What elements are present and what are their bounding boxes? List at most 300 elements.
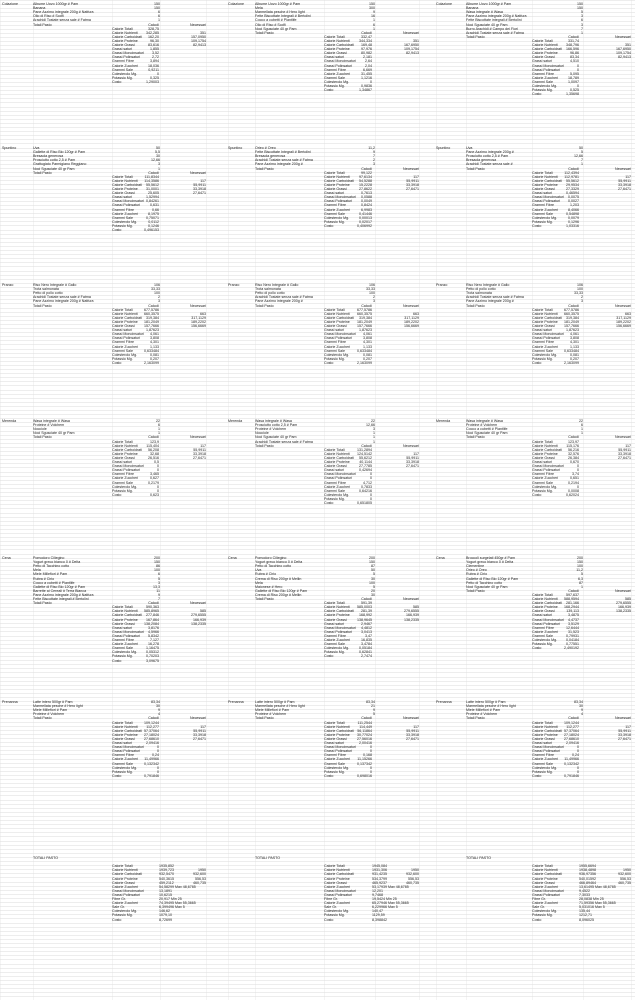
grid-row-line xyxy=(0,681,635,682)
nutrient-required: 109,1754 xyxy=(616,51,631,56)
meal-label: Colazione xyxy=(436,2,452,6)
totals-label: Totali Pasto xyxy=(255,303,274,308)
daily-total-name: Potassio Mg. xyxy=(532,913,553,918)
food-name: Pomodoro Ciliegino xyxy=(255,556,287,560)
food-name: Prosciutto cotto 2,5 # Pam xyxy=(33,158,76,163)
grid-row-line xyxy=(0,373,635,374)
food-quantity: 6 xyxy=(158,10,160,15)
nutrient-name: Costo xyxy=(324,654,334,659)
nutrient-required: 33,3918 xyxy=(618,182,631,187)
nutrient-name: Grassi saturi xyxy=(324,621,345,626)
food-name: Barrette ai Cereali # Terra Bianca xyxy=(33,588,87,593)
nutrient-value: 3,5129 xyxy=(568,621,579,626)
nutrient-name: Potassio Mg. xyxy=(324,769,345,774)
nutrient-name: Grammi Sale xyxy=(532,348,553,353)
daily-total-value: 13,1891 xyxy=(159,888,172,893)
nutrient-value: 344,334 xyxy=(359,38,372,43)
food-quantity: 33,33 xyxy=(574,291,583,296)
nutrient-name: Colesterolo Mg. xyxy=(324,765,350,770)
nutrient-name: Grammi Fibre xyxy=(324,67,346,72)
nutrient-value: 0,70203 xyxy=(146,654,159,659)
nutrient-value: 677,5786 xyxy=(564,307,579,312)
nutrient-name: Grammi Fibre xyxy=(112,340,134,345)
nutrient-required: 109,1754 xyxy=(404,47,419,52)
nutrient-value: 112,277 xyxy=(146,724,159,729)
grid-row-line xyxy=(0,800,635,801)
nutrient-required: 279,6555 xyxy=(191,613,206,618)
grid-row-line xyxy=(0,816,635,817)
header-calcoli: Calcoli xyxy=(568,435,579,440)
daily-total-value: 146,62 xyxy=(159,909,170,914)
nutrient-required: 189,2202 xyxy=(191,319,206,324)
nutrient-name: Colesterolo Mg. xyxy=(532,638,558,642)
food-name: Miele Millefiori # Pam xyxy=(255,708,290,713)
food-name: Uva xyxy=(255,568,262,573)
nutrient-name: Calorie Zuccheri xyxy=(112,757,139,762)
daily-totals-label: TOTALI PASTO xyxy=(255,856,281,860)
food-name: Yogurt greco bianco 0 # Delta xyxy=(255,560,303,565)
food-name: Fette Biscottate integrali # Bertolini xyxy=(33,597,89,601)
food-name: Wasa integrale # Wasa xyxy=(466,10,503,15)
food-name: Orieo # Oreo xyxy=(255,146,276,150)
food-quantity: 100 xyxy=(154,291,160,296)
grid-col-line xyxy=(583,0,584,1000)
nutrient-value: 281,39 xyxy=(361,609,372,614)
nutrient-value: 0,631 xyxy=(150,203,159,208)
nutrient-name: Calorie Carboidrati xyxy=(532,447,562,452)
nutrient-required: 55,9911 xyxy=(618,178,631,183)
food-name: Arachidi Tostate senza sale # Fatma xyxy=(255,158,313,163)
grid-row-line xyxy=(0,578,635,579)
totals-label: Totali Pasto xyxy=(466,303,485,308)
nutrient-name: Calorie Carboidrati xyxy=(324,315,354,320)
header-calcoli: Calcoli xyxy=(361,716,372,721)
nutrient-name: Calorie Nutrienti xyxy=(532,43,558,47)
daily-total-name: Fibre Gr. xyxy=(112,897,126,901)
nutrient-value: 0 xyxy=(370,476,372,481)
grid-row-line xyxy=(0,258,635,259)
nutrient-value: 3,47 xyxy=(365,633,372,638)
food-name: Grattugiato Parmigiano Reggiano xyxy=(33,162,87,167)
food-name: Nocciole xyxy=(33,427,47,432)
daily-total-value: 28,0838 Min 25 xyxy=(579,897,604,901)
grid-row-line xyxy=(0,168,635,169)
daily-total-value: 74,39495 Max 55,3665 xyxy=(159,901,196,906)
header-calcoli: Calcoli xyxy=(361,303,372,308)
food-name: Pane Azzimo integrale 200g # xyxy=(255,162,303,167)
nutrient-required: 55,9911 xyxy=(193,182,206,187)
nutrient-name: Calorie Grassi xyxy=(112,191,135,196)
nutrient-required: 55,9911 xyxy=(618,447,631,452)
nutrient-name: Calorie Carboidrati xyxy=(112,613,142,618)
nutrient-required: 33,3918 xyxy=(406,182,419,187)
grid-row-line xyxy=(0,271,635,272)
grid-row-line xyxy=(0,365,635,366)
food-quantity: 3 xyxy=(158,580,160,585)
grid-row-line xyxy=(0,545,635,546)
daily-total-value: 7,3033 xyxy=(579,892,590,897)
grid-row-line xyxy=(0,541,635,542)
grid-row-line xyxy=(0,783,635,784)
nutrient-value: 3,894 xyxy=(150,59,159,64)
nutrient-value: 0,496153 xyxy=(144,228,159,232)
food-name: Yogurt greco bianco 0 # Delta xyxy=(466,560,514,565)
food-quantity: 2 xyxy=(581,295,583,300)
grid-row-line xyxy=(0,115,635,116)
daily-total-name: Calorie Proteine xyxy=(532,876,558,881)
header-calcoli: Calcoli xyxy=(148,170,159,175)
nutrient-name: Grammi Sale xyxy=(112,646,133,651)
food-name: Latte intero 500gr # Pam xyxy=(33,700,73,704)
daily-total-value: 12,201 xyxy=(372,888,383,893)
food-name: Marmellata pesche # Hero light xyxy=(255,10,305,15)
nutrient-name: Calorie Totali xyxy=(324,307,345,312)
nutrient-value: 0,24 xyxy=(152,753,159,758)
food-quantity: 6 xyxy=(373,22,375,27)
grid-row-line xyxy=(0,935,635,936)
nutrient-name: Grassi Polinsaturi xyxy=(112,55,141,60)
nutrient-required: 27,6471 xyxy=(618,455,631,460)
nutrient-value: 96,30 xyxy=(150,38,159,43)
food-name: Rubra # Cirio xyxy=(255,572,277,577)
nutrient-value: 3,4784 xyxy=(361,642,372,647)
nutrient-name: Grammi Fibre xyxy=(532,472,554,477)
nutrient-name: Calorie Proteine xyxy=(532,732,558,737)
nutrient-name: Calorie Nutrienti xyxy=(112,443,138,448)
nutrient-value: 0,64216 xyxy=(359,488,372,493)
grid-row-line xyxy=(0,812,635,813)
grid-row-line xyxy=(0,238,635,239)
nutrient-name: Grammi Fibre xyxy=(532,340,554,345)
nutrient-name: Calorie Totali xyxy=(112,605,133,610)
daily-total-value: 465,9237 xyxy=(372,880,387,885)
nutrient-name: Calorie Zuccheri xyxy=(324,71,351,76)
header-calcoli: Calcoli xyxy=(568,588,579,593)
daily-total-name: Calorie Zuccheri xyxy=(112,884,139,889)
grid-row-line xyxy=(0,836,635,837)
nutrient-value: 660,3575 xyxy=(144,311,159,316)
daily-total-name: Potassio Mg. xyxy=(324,913,345,918)
nutrient-value: 0,41446 xyxy=(359,211,372,216)
nutrient-required: 33,3918 xyxy=(193,732,206,737)
nutrient-required: 585 xyxy=(413,605,419,610)
grid-row-line xyxy=(0,779,635,780)
food-quantity: 22 xyxy=(371,419,375,423)
grid-row-line xyxy=(0,689,635,690)
nutrient-required: 317,1129 xyxy=(616,315,631,320)
daily-total-name: Calorie Proteine xyxy=(324,876,350,881)
nutrient-name: Calorie Zuccheri xyxy=(532,476,559,481)
nutrient-name: Colesterolo Mg. xyxy=(324,646,350,651)
nutrient-name: Grassi Polinsaturi xyxy=(532,67,561,72)
nutrient-name: Calorie Proteine xyxy=(112,732,138,737)
daily-total-name: Costo xyxy=(324,917,334,922)
grid-row-line xyxy=(0,853,635,854)
nutrient-value: 0,670 xyxy=(570,460,579,464)
nutrient-required: 27,6471 xyxy=(618,736,631,741)
food-quantity: 5 xyxy=(581,572,583,577)
header-necessari: Necessari xyxy=(403,597,419,601)
nutrient-value: 0 xyxy=(370,745,372,750)
nutrient-value: 332,47 xyxy=(361,34,372,39)
grid-row-line xyxy=(0,123,635,124)
header-calcoli: Calcoli xyxy=(148,601,159,606)
nutrient-name: Calorie Carboidrati xyxy=(112,182,142,187)
nutrient-value: 0 xyxy=(577,765,579,770)
nutrient-name: Grassi saturi xyxy=(112,328,133,333)
nutrient-required: 33,3918 xyxy=(406,732,419,737)
nutrient-name: Potassio Mg. xyxy=(324,650,345,655)
grid-row-line xyxy=(0,139,635,140)
meal-label: Prenanna xyxy=(2,700,18,704)
grid-row-line xyxy=(0,287,635,288)
nutrient-value: 168,992 xyxy=(359,613,372,618)
nutrient-value: 56,208 xyxy=(148,447,159,452)
nutrient-value: 3,52 xyxy=(152,51,159,56)
nutrient-name: Grassi Monoinsaturi xyxy=(112,332,144,337)
food-name: Proteine # Volchem xyxy=(466,712,498,717)
food-quantity: 7 xyxy=(581,158,583,163)
nutrient-name: Grassi saturi xyxy=(112,741,133,745)
totals-label: Totali Pasto xyxy=(466,716,485,721)
nutrient-value: 0,698016 xyxy=(357,773,372,778)
food-quantity: 100 xyxy=(154,568,160,573)
nutrient-value: 7,127 xyxy=(150,638,159,642)
meal-label: Prenanna xyxy=(436,700,452,704)
daily-total-value: 936,97356 xyxy=(579,872,596,877)
grid-row-line xyxy=(0,861,635,862)
header-necessari: Necessari xyxy=(615,716,631,721)
nutrient-name: Costo xyxy=(532,646,542,651)
nutrient-name: Calorie Carboidrati xyxy=(324,728,354,733)
nutrient-name: Calorie Grassi xyxy=(324,736,347,741)
nutrient-value: 114,3586 xyxy=(144,178,159,183)
nutrient-name: Calorie Proteine xyxy=(532,182,558,187)
nutrient-value: 1,29003 xyxy=(146,79,159,84)
nutrient-value: 0 xyxy=(577,468,579,473)
nutrient-name: Grassi Polinsaturi xyxy=(324,476,353,481)
nutrient-name: Calorie Totali xyxy=(532,439,553,444)
totals-label: Totali Pasto xyxy=(33,303,52,308)
food-name: Noci Sgusciate 40 gr Pam xyxy=(33,166,75,171)
nutrient-name: Calorie Carboidrati xyxy=(532,315,562,320)
daily-total-value: 10,6215 xyxy=(159,892,172,897)
nutrient-required: 55,9911 xyxy=(406,178,419,183)
nutrient-name: Colesterolo Mg. xyxy=(324,79,350,84)
grid-row-line xyxy=(0,414,635,415)
header-necessari: Necessari xyxy=(403,30,419,35)
daily-total-value: 8,398842 xyxy=(372,917,387,922)
food-name: Riso Nero Integrale # Gallo xyxy=(255,283,299,287)
nutrient-name: Calorie Carboidrati xyxy=(324,43,354,47)
nutrient-name: Calorie Nutrienti xyxy=(324,38,350,43)
nutrient-name: Calorie Zuccheri xyxy=(112,642,139,647)
nutrient-name: Calorie Carboidrati xyxy=(532,601,562,606)
nutrient-name: Grassi Monoinsaturi xyxy=(112,51,144,56)
food-quantity: 150 xyxy=(154,6,160,11)
nutrient-name: Grammi Sale xyxy=(112,761,133,766)
nutrient-name: Grassi Polinsaturi xyxy=(324,199,353,204)
nutrient-name: Grammi Fibre xyxy=(324,480,346,485)
nutrient-name: Calorie Nutrienti xyxy=(324,605,350,610)
nutrient-name: Grammi Sale xyxy=(324,211,345,216)
nutrient-value: 55,5612 xyxy=(146,182,159,187)
nutrient-name: Calorie Carboidrati xyxy=(112,447,142,452)
food-quantity: 200 xyxy=(154,556,160,560)
nutrient-required: 27,6471 xyxy=(193,455,206,460)
daily-total-value: 140,47 xyxy=(372,909,383,914)
nutrient-required: 27,6471 xyxy=(193,736,206,741)
daily-total-value: 20,917 Min 25 xyxy=(159,897,182,901)
grid-row-line xyxy=(0,672,635,673)
daily-total-name: Costo xyxy=(532,917,542,922)
daily-total-name: Calorie Grassi xyxy=(532,880,555,885)
nutrient-name: Potassio Mg. xyxy=(532,769,553,774)
nutrient-value: 0,62841 xyxy=(359,650,372,655)
grid-row-line xyxy=(0,16,635,17)
nutrient-name: Calorie Totali xyxy=(324,170,345,175)
food-name: Pane Azzimo integrale 200g # xyxy=(255,299,303,304)
nutrient-value: 115,176 xyxy=(566,443,579,448)
nutrient-name: Calorie Nutrienti xyxy=(112,724,138,729)
daily-total-value: 1079,10 xyxy=(159,913,172,918)
nutrient-value: 0 xyxy=(370,769,372,774)
header-necessari: Necessari xyxy=(615,34,631,39)
nutrient-name: Potassio Mg. xyxy=(324,84,345,88)
nutrient-name: Grassi saturi xyxy=(532,613,553,618)
nutrient-required: 117 xyxy=(200,443,206,448)
nutrient-name: Calorie Zuccheri xyxy=(112,344,139,349)
nutrient-required: 33,3918 xyxy=(193,451,206,456)
food-name: Banana xyxy=(33,6,46,11)
nutrient-name: Calorie Proteine xyxy=(112,451,138,456)
food-quantity: 9 xyxy=(158,708,160,713)
daily-total-name: Calorie Nutrienti xyxy=(324,868,350,873)
grid-col-line xyxy=(228,0,229,1000)
header-necessari: Necessari xyxy=(615,588,631,593)
grid-row-line xyxy=(0,102,635,103)
food-quantity: 1 xyxy=(158,166,160,171)
header-necessari: Necessari xyxy=(190,601,206,606)
nutrient-name: Grassi Monoinsaturi xyxy=(324,195,356,200)
nutrient-value: 2,09416 xyxy=(146,741,159,745)
nutrient-value: 0 xyxy=(577,484,579,489)
grid-row-line xyxy=(0,8,635,9)
food-name: Uva xyxy=(466,146,473,150)
food-name: Cocco a cubetti # Plantlife xyxy=(255,18,297,23)
nutrient-name: Calorie Nutrienti xyxy=(112,609,138,614)
food-name: Petto di pollo cotto xyxy=(255,291,285,296)
food-quantity: 3 xyxy=(158,299,160,304)
daily-total-value: 54,58299 Max 48,6785 xyxy=(159,884,196,889)
grid-col-line xyxy=(532,0,533,1000)
nutrient-value: 2,00416 xyxy=(359,741,372,745)
nutrient-value: 114,449 xyxy=(359,724,372,729)
food-name: Arachidi Tostate senza sale # Fatma xyxy=(466,30,524,35)
nutrient-value: 0,633484 xyxy=(564,348,579,353)
nutrient-name: Grassi saturi xyxy=(324,191,345,196)
nutrient-name: Grammi Sale xyxy=(324,75,345,80)
grid-row-line xyxy=(0,4,635,5)
daily-total-name: Colesterolo Mg. xyxy=(324,909,350,914)
nutrient-value: 3,09675 xyxy=(146,658,159,663)
nutrient-name: Potassio Mg. xyxy=(112,223,133,228)
food-name: Noci Sgusciate 40 gr Pam xyxy=(466,431,508,436)
meal-label: Colazione xyxy=(228,2,244,6)
nutrient-value: 348,796 xyxy=(566,43,579,47)
nutrient-value: 0,207 xyxy=(363,356,372,361)
nutrient-value: 124,5142 xyxy=(357,451,372,456)
nutrient-value: 3,4875 xyxy=(568,613,579,618)
header-calcoli: Calcoli xyxy=(568,166,579,171)
nutrient-value: 3,465 xyxy=(150,472,159,477)
food-quantity: 106 xyxy=(154,283,160,287)
nutrient-required: 27,6471 xyxy=(618,187,631,191)
food-quantity: 200 xyxy=(369,556,375,560)
meal-label: Merenda xyxy=(228,419,243,423)
grid-row-line xyxy=(0,156,635,157)
food-quantity: 11,2 xyxy=(368,146,375,150)
nutrient-value: 4,4812 xyxy=(361,625,372,630)
daily-total-value: 5,031016 Max 5 xyxy=(579,905,605,910)
nutrient-value: 0,75071 xyxy=(146,215,159,220)
nutrient-value: 4,301 xyxy=(363,340,372,345)
nutrient-name: Calorie Grassi xyxy=(532,55,555,60)
nutrient-value: 0,651805 xyxy=(357,501,372,505)
nutrient-value: 157,7666 xyxy=(564,324,579,328)
nutrient-name: Grassi Monoinsaturi xyxy=(532,63,564,68)
food-quantity: 150 xyxy=(369,2,375,6)
nutrient-value: 27,7785 xyxy=(359,464,372,469)
nutrient-name: Costo xyxy=(324,223,334,228)
nutrient-name: Calorie Proteine xyxy=(324,319,350,324)
nutrient-value: 2,163099 xyxy=(357,360,372,365)
grid-row-line xyxy=(0,143,635,144)
header-calcoli: Calcoli xyxy=(568,303,579,308)
food-name: Proteine # Volchem xyxy=(466,423,498,428)
nutrient-required: 663 xyxy=(413,311,419,316)
meal-label: Pranzo xyxy=(228,283,240,287)
nutrient-value: 0,623 xyxy=(150,492,159,497)
grid-row-line xyxy=(0,250,635,251)
nutrient-value: 1,133 xyxy=(363,344,372,349)
nutrient-value: 0 xyxy=(157,464,159,469)
food-name: Burro Arachidi # Campo dei Fiori xyxy=(466,26,518,31)
nutrient-name: Grammi Sale xyxy=(324,642,345,647)
food-quantity: 150 xyxy=(577,560,583,565)
nutrient-value: 80,982 xyxy=(361,51,372,56)
nutrient-name: Costo xyxy=(324,88,334,93)
nutrient-name: Grassi saturi xyxy=(112,195,133,200)
daily-total-value: 540,3615 xyxy=(159,876,174,881)
header-calcoli: Calcoli xyxy=(361,166,372,171)
food-name: Bresaola generosa xyxy=(255,154,286,159)
grid-row-line xyxy=(0,562,635,563)
food-name: Riso Nero Integrale # Gallo xyxy=(33,283,77,287)
nutrient-value: 0 xyxy=(577,84,579,88)
nutrient-value: 138,2084 xyxy=(144,621,159,626)
nutrient-name: Colesterolo Mg. xyxy=(112,352,138,357)
nutrient-value: 1,133 xyxy=(150,344,159,349)
nutrient-value: 0 xyxy=(370,79,372,84)
nutrient-name: Calorie Nutrienti xyxy=(324,174,350,179)
nutrient-name: Calorie Proteine xyxy=(532,319,558,324)
nutrient-name: Grassi Monoinsaturi xyxy=(324,59,356,64)
nutrient-value: 5,095 xyxy=(570,71,579,76)
nutrient-value: 3,74 xyxy=(572,472,579,477)
nutrient-required: 117 xyxy=(200,178,206,183)
food-quantity: 6 xyxy=(581,18,583,23)
